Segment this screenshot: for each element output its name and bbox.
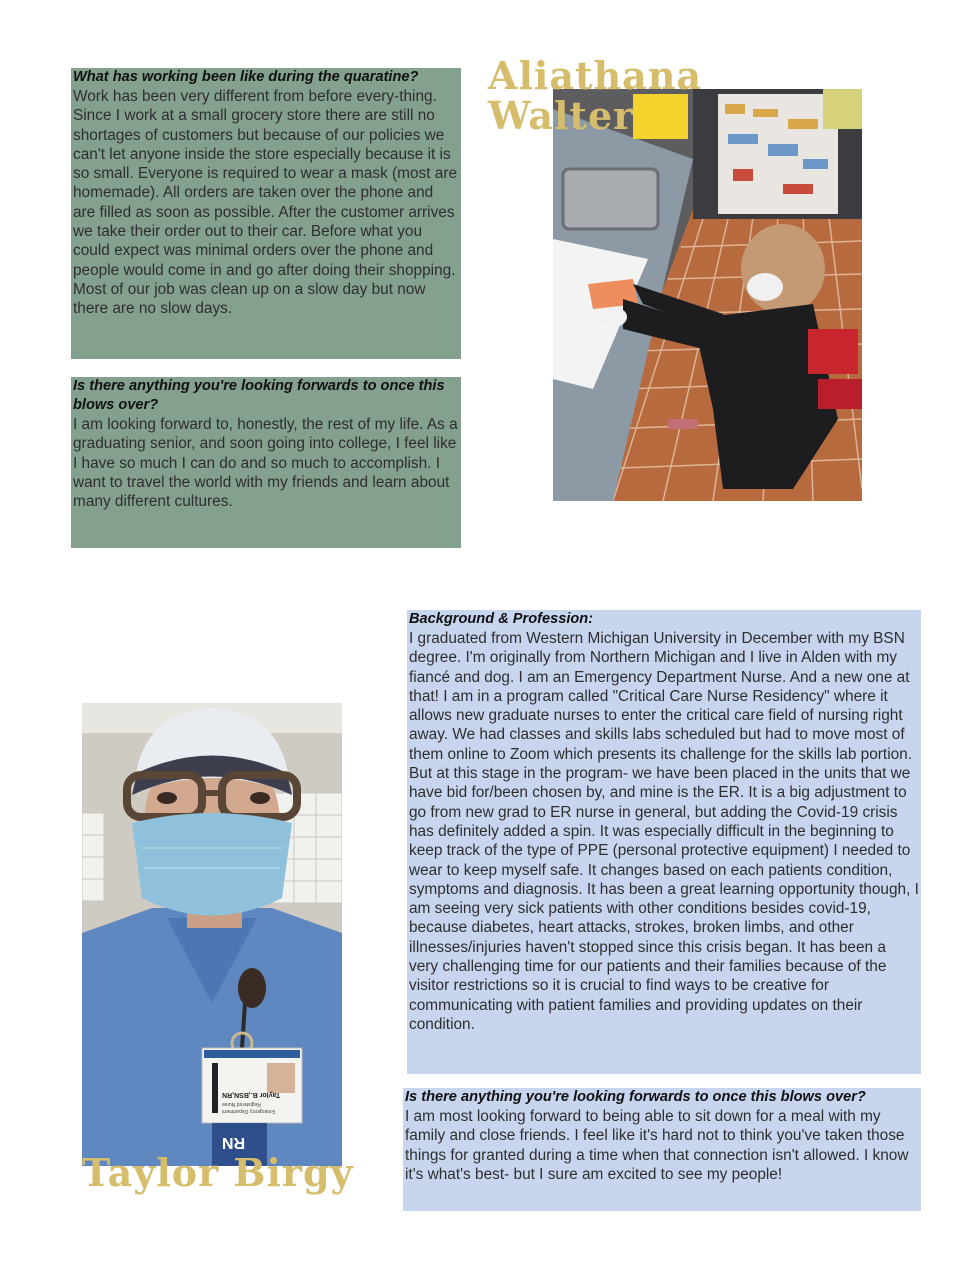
answer-text: I am looking forward to, honestly, the rest of my life. As a graduating senior, and soon going into college, I feel like I have so much I can do and so much to accomplish. I want to travel the world with my friends and learn about many different cultures. xyxy=(73,416,458,511)
question-heading: Is there anything you're looking forwards to once this blows over? xyxy=(73,378,445,413)
grocery-worker-photo xyxy=(553,89,862,501)
profile-name-taylor xyxy=(82,1150,354,1195)
looking-forward-box-1 xyxy=(71,377,461,548)
profile-name-aliathana xyxy=(488,53,703,138)
question-heading: What has working been like during the quaratine? xyxy=(73,69,419,85)
answer-text: I graduated from Western Michigan University in December with my BSN degree. I'm originally from Northern Michigan and I live in Alden with my fiancé and dog. I am an Emergency Department Nurse. And a new one at that! I am in a program called "Critical Care Nurse Residency" where it allows new graduate nurses to enter the critical care field of nursing right away. We had classes and skills labs scheduled but had to move most of them online to Zoom which presents its challenge for the skills lab portion. But at this stage in the program- we have been placed in the units that we have bid for/been chosen by, and mine is the ER. It is a big adjustment to go from new grad to ER nurse in general, but adding the Covid-19 crisis has definitely added a spin. It was especially difficult in the beginning to keep track of the type of PPE (personal protective equipment) I needed to wear to keep myself safe. It changes based on each patients condition, symptoms and diagnosis. It has been a great learning opportunity though, I am seeing very sick patients with other conditions besides covid-19, because diabetes, heart attacks, strokes, broken limbs, and other illnesses/injuries haven't stopped since this crisis began. It has been a very challenging time for our patients and their families because of the visitor restrictions so it is crucial to find ways to be creative for communicating with patient families and providing updates on their condition. xyxy=(409,630,919,1033)
question-heading: Background & Profession: xyxy=(409,611,594,627)
background-profession-box xyxy=(407,610,921,1074)
name-full: Taylor Birgy xyxy=(82,1150,354,1195)
badge-rn-label: RN xyxy=(222,1134,246,1151)
looking-forward-box-2 xyxy=(403,1088,921,1211)
nurse-selfie-photo xyxy=(82,703,342,1166)
answer-text: Work has been very different from before every-thing. Since I work at a small grocery store there are still no shortages of customers but because of our policies we can't let anyone inside the store especially because it is so small. Everyone is required to wear a mask (most are homemade). All orders are taken over the phone and are filled as soon as possible. After the customer arrives we take their order out to their car. Before what you could expect was minimal orders over the phone and people would come in and go after doing their shopping. Most of our job was clean up on a slow day but now there are no slow days. xyxy=(73,88,458,318)
question-heading: Is there anything you're looking forwards to once this blows over? xyxy=(405,1089,866,1105)
work-during-quarantine-box xyxy=(71,68,461,359)
badge-department: Emergency Department xyxy=(222,1108,275,1114)
name-line-first: Aliathana xyxy=(488,53,703,98)
name-line-last: Walter xyxy=(488,93,635,138)
badge-role: Registered Nurse xyxy=(222,1101,261,1107)
badge-name: Taylor B.,BSN,RN xyxy=(222,1091,281,1098)
answer-text: I am most looking forward to being able to sit down for a meal with my family and close friends. I feel like it's hard not to think you've taken those things for granted during a time when that connection isn't allowed. I know it's what's best- but I sure am excited to see my people! xyxy=(405,1108,909,1183)
